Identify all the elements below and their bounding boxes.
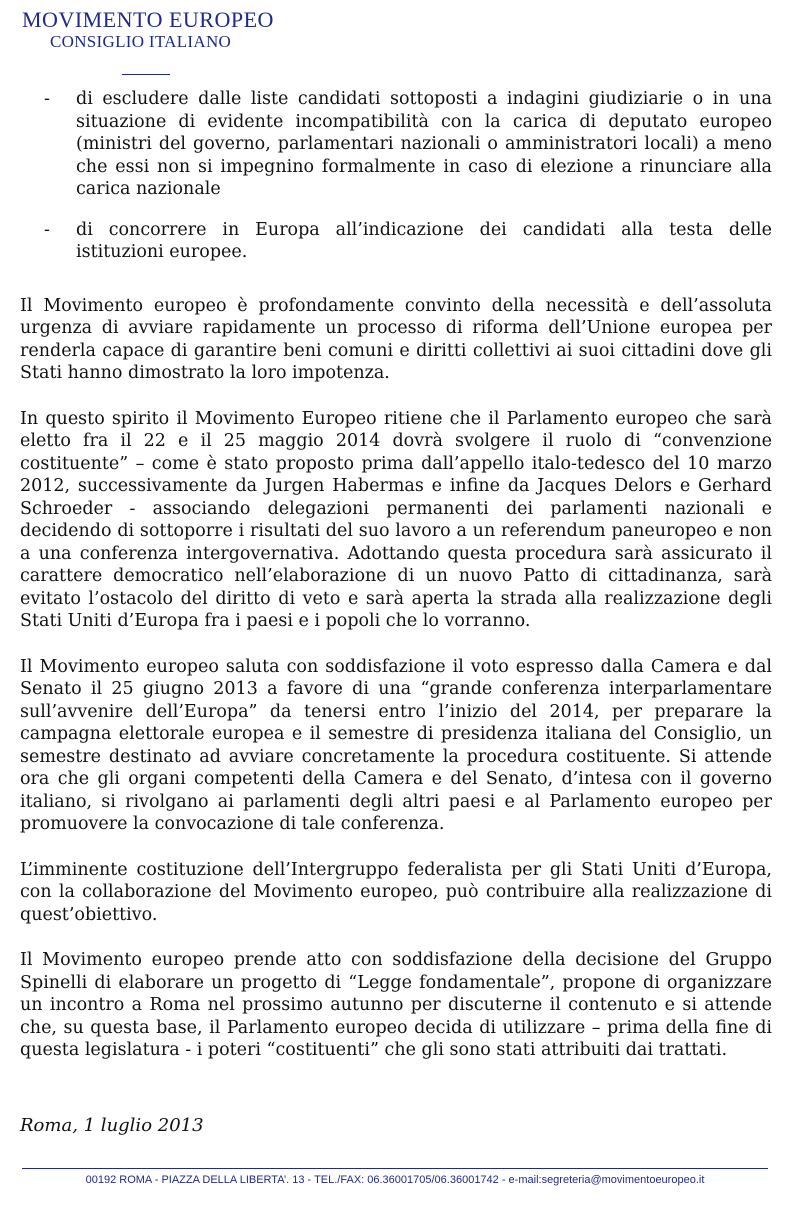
bullet-text: di concorrere in Europa all’indicazione dei candidati alla testa delle istituzioni europee. [76, 219, 772, 262]
organization-subtitle: CONSIGLIO ITALIANO [50, 32, 232, 51]
paragraph: Il Movimento europeo è profondamente convinto della necessità e dell’assoluta urgenza di avviare rapidamente un processo di riforma dell’Unione europea per renderla capace di garantire beni comuni e diritti collettivi ai suoi cittadini dove gli Stati hanno dimostrato la loro impotenza. [20, 295, 772, 383]
letterhead [22, 8, 322, 52]
bullet-marker: - [44, 219, 50, 240]
signoff-place-date: Roma, 1 luglio 2013 [20, 1115, 204, 1136]
bullet-item [20, 219, 772, 264]
paragraph: L’imminente costituzione dell’Intergruppo federalista per gli Stati Uniti d’Europa, con la collaborazione del Movimento europeo, può contribuire alla realizzazione di quest’obiettivo. [20, 859, 772, 925]
letterhead-divider [122, 74, 170, 75]
bullet-item [20, 88, 772, 201]
paragraph: Il Movimento europeo saluta con soddisfazione il voto espresso dalla Camera e dal Senato il 25 giugno 2013 a favore di una “grande conferenza interparlamentare sull’avvenire dell’Europa” da tenersi entro l’inizio del 2014, per preparare la campagna elettorale europea e il semestre di presidenza italiana del Consiglio, un semestre destinato ad avviare concretamente la procedura costituente. Si attende ora che gli organi competenti della Camera e del Senato, d’intesa con il governo italiano, si rivolgano ai parlamenti degli altri paesi e al Parlamento europeo per promuovere la convocazione di tale conferenza. [20, 656, 772, 834]
footer-address: 00192 ROMA - PIAZZA DELLA LIBERTA’. 13 - TEL./FAX: 06.36001705/06.36001742 - e-mail:segreteria@movimentoeuropeo.it [85, 1174, 705, 1186]
footer-divider [22, 1168, 768, 1169]
bullet-marker: - [44, 89, 50, 109]
bullet-text: di escludere dalle liste candidati sottoposti a indagini giudiziarie o in una situazione di evidente incompatibilità con la carica di deputato europeo (ministri del governo, parlamentari nazionali o amministratori locali) a meno che essi non si impegnino formalmente in caso di elezione a rinunciare alla carica nazionale [76, 89, 772, 199]
paragraph: In questo spirito il Movimento Europeo ritiene che il Parlamento europeo che sarà eletto fra il 22 e il 25 maggio 2014 dovrà svolgere il ruolo di “convenzione costituente” – come è stato proposto prima dall’appello italo-tedesco del 10 marzo 2012, successivamente da Jurgen Habermas e infine da Jacques Delors e Gerhard Schroeder - associando delegazioni permanenti dei parlamenti nazionali e decidendo di sottoporre i risultati del suo lavoro a un referendum paneuropeo e non a una conferenza intergovernativa. Adottando questa procedura sarà assicurato il carattere democratico nell’elaborazione di un nuovo Patto di cittadinanza, sarà evitato l’ostacolo del diritto di veto e sarà aperta la strada alla realizzazione degli Stati Uniti d’Europa fra i paesi e i popoli che lo vorranno. [20, 408, 772, 631]
paragraph: Il Movimento europeo prende atto con soddisfazione della decisione del Gruppo Spinelli di elaborare un progetto di “Legge fondamentale”, propone di organizzare un incontro a Roma nel prossimo autunno per discuterne il contenuto e si attende che, su questa base, il Parlamento europeo decida di utilizzare – prima della fine di questa legislatura - i poteri “costituenti” che gli sono stati attribuiti dai trattati. [20, 950, 772, 1060]
organization-name: MOVIMENTO EUROPEO [22, 7, 274, 32]
document-body [20, 88, 772, 1085]
